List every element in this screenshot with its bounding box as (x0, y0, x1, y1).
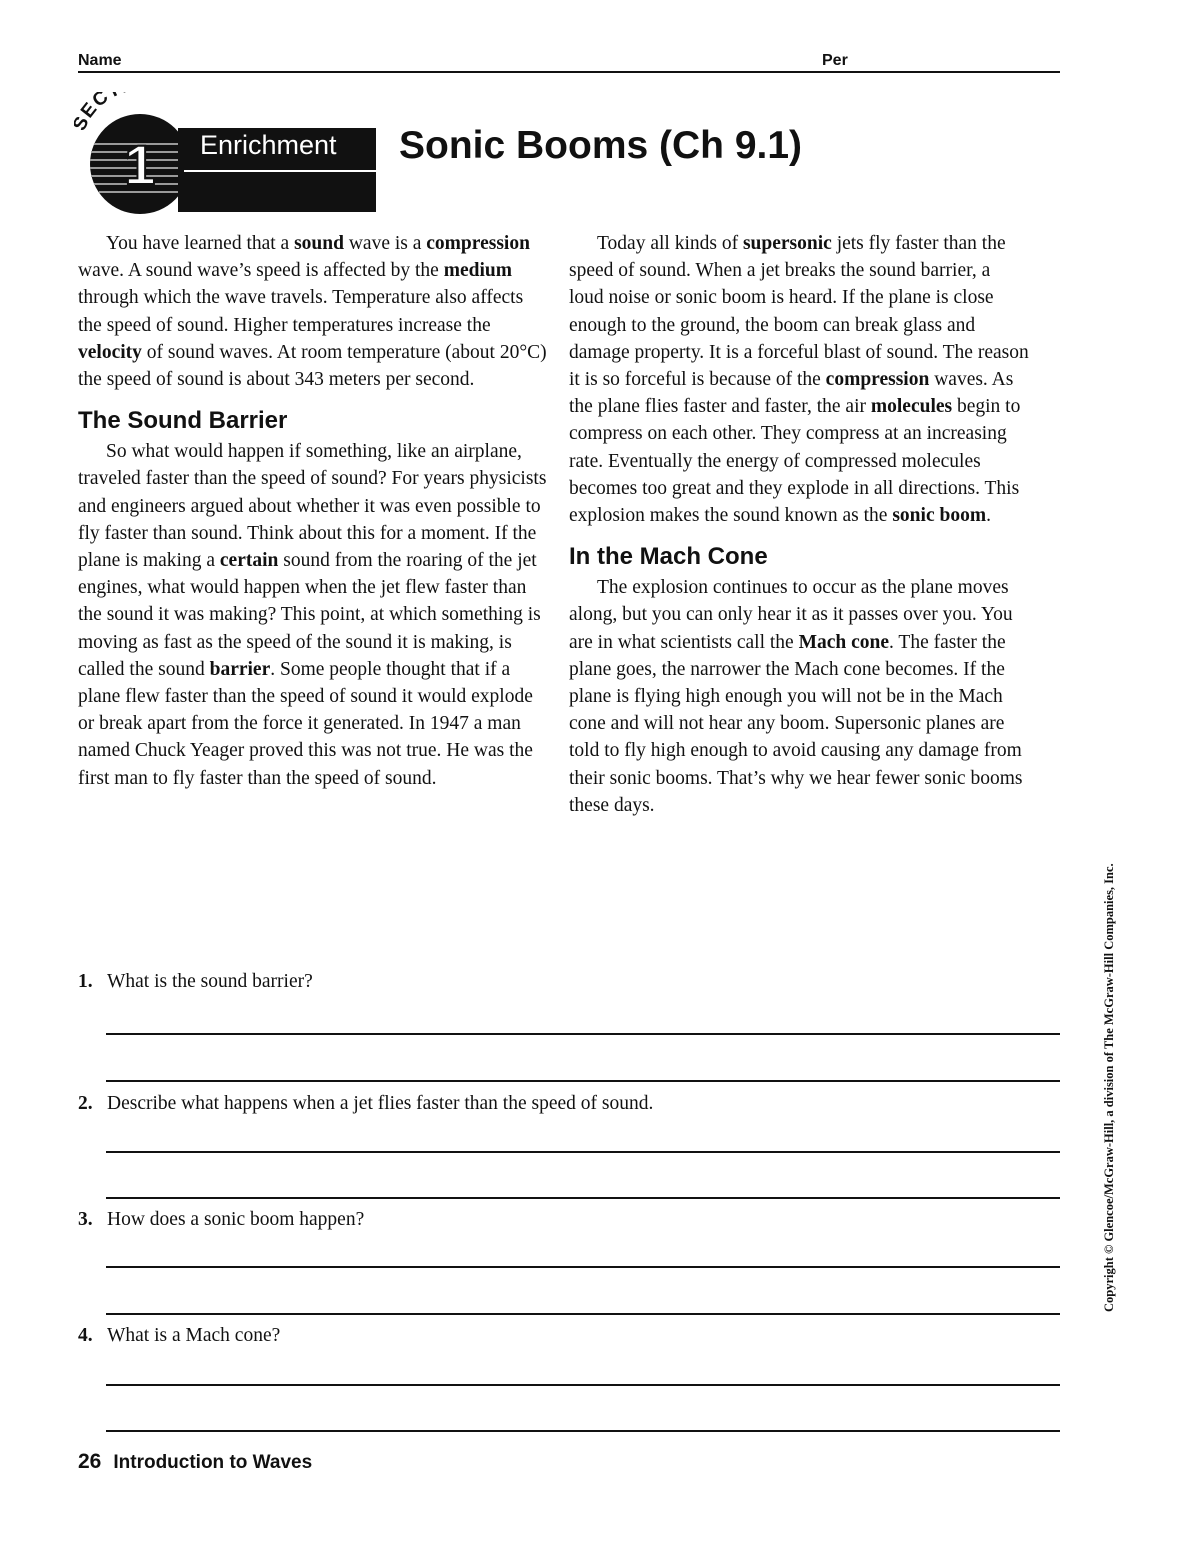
question-text: How does a sonic boom happen? (107, 1209, 365, 1230)
bold-term: compression (825, 369, 930, 391)
section-badge (74, 92, 384, 214)
question-number: 4. (78, 1325, 93, 1346)
question-text: Describe what happens when a jet flies faster than the speed of sound. (107, 1093, 654, 1114)
bold-term: medium (443, 260, 512, 282)
bold-term: supersonic (742, 233, 832, 254)
answer-line[interactable] (106, 1430, 1060, 1432)
copyright-notice: Copyright © Glencoe/McGraw-Hill, a division of The McGraw-Hill Companies, Inc. (1102, 863, 1116, 1312)
name-label: Name (78, 52, 122, 69)
section-number: 1 (124, 133, 156, 196)
bold-term: velocity (78, 341, 142, 363)
page-title: Sonic Booms (Ch 9.1) (399, 124, 803, 167)
bold-term: molecules (870, 396, 953, 418)
answer-line[interactable] (106, 1151, 1060, 1153)
answer-line[interactable] (106, 1313, 1060, 1315)
page-number: 26 (78, 1450, 102, 1473)
mach-cone-heading: In the Mach Cone (569, 543, 768, 571)
enrichment-rule (184, 170, 376, 172)
answer-line[interactable] (106, 1266, 1060, 1268)
bold-term: certain (219, 550, 279, 572)
bold-term: barrier (209, 658, 271, 680)
answer-line[interactable] (106, 1384, 1060, 1386)
unit-title: Introduction to Waves (113, 1452, 313, 1473)
right-column (569, 230, 1029, 819)
sound-barrier-paragraph: So what would happen if something, like an airplane, traveled faster than the speed of sound? For years physicists and engineers argued about whether it was even possible to fly faster than sound. Think about this for a moment. If the plane is making a certain sound from the roaring of the jet engines, what would happen when the jet flew faster than the sound it was making? This point, at which something is moving as fast as the speed of the sound it is making, is called the sound barrier. Some people thought that if a plane flew faster than the speed of sound it would explode or break apart from the force it generated. In 1947 a man named Chuck Yeager proved this was not true. He was the first man to fly faster than the speed of sound. (78, 441, 547, 789)
answer-line[interactable] (106, 1080, 1060, 1082)
enrichment-label: Enrichment (200, 130, 337, 160)
supersonic-paragraph: Today all kinds of supersonic jets fly faster than the speed of sound. When a jet breaks the sound barrier, a loud noise or sonic boom is heard. If the plane is close enough to the ground, the boom can break glass and damage property. It is a forceful blast of sound. The reason it is so forceful is because of the compression waves. As the plane flies faster and faster, the air molecules begin to compress on each other. They compress at an increasing rate. Eventually the energy of compressed molecules becomes too great and they explode in all directions. This explosion makes the sound known as the sonic boom. (569, 233, 1029, 527)
question-text: What is the sound barrier? (107, 971, 313, 992)
sound-barrier-heading: The Sound Barrier (78, 407, 288, 435)
question-text: What is a Mach cone? (107, 1325, 281, 1346)
bold-term: sound (294, 233, 344, 254)
name-per-line (78, 50, 1060, 73)
intro-paragraph: You have learned that a sound wave is a compression wave. A sound wave’s speed is affected by the medium through which the wave travels. Temperature also affects the speed of sound. Higher temperatures increase the velocity of sound waves. At room temperature (about 20°C) the speed of sound is about 343 meters per second. (78, 233, 547, 391)
question-number: 1. (78, 971, 93, 992)
question-number: 2. (78, 1093, 93, 1114)
answer-line[interactable] (106, 1033, 1060, 1035)
section-word: EC (77, 92, 114, 123)
period-label: Per (822, 52, 848, 69)
bold-term: sonic boom (892, 505, 987, 527)
bold-term: compression (426, 233, 530, 254)
bold-term: Mach cone (798, 631, 890, 653)
mach-cone-paragraph: The explosion continues to occur as the plane moves along, but you can only hear it as it passes over you. You are in what scientists call the Mach cone. The faster the plane goes, the narrower the Mach cone becomes. If the plane is flying high enough you will not be in the Mach cone and will not hear any boom. Supersonic planes are told to fly high enough to avoid causing any damage from their sonic booms. That’s why we hear fewer sonic booms these days. (569, 577, 1023, 816)
page-footer (78, 1450, 312, 1474)
answer-line[interactable] (106, 1197, 1060, 1199)
left-column (78, 230, 548, 792)
question-number: 3. (78, 1209, 93, 1230)
